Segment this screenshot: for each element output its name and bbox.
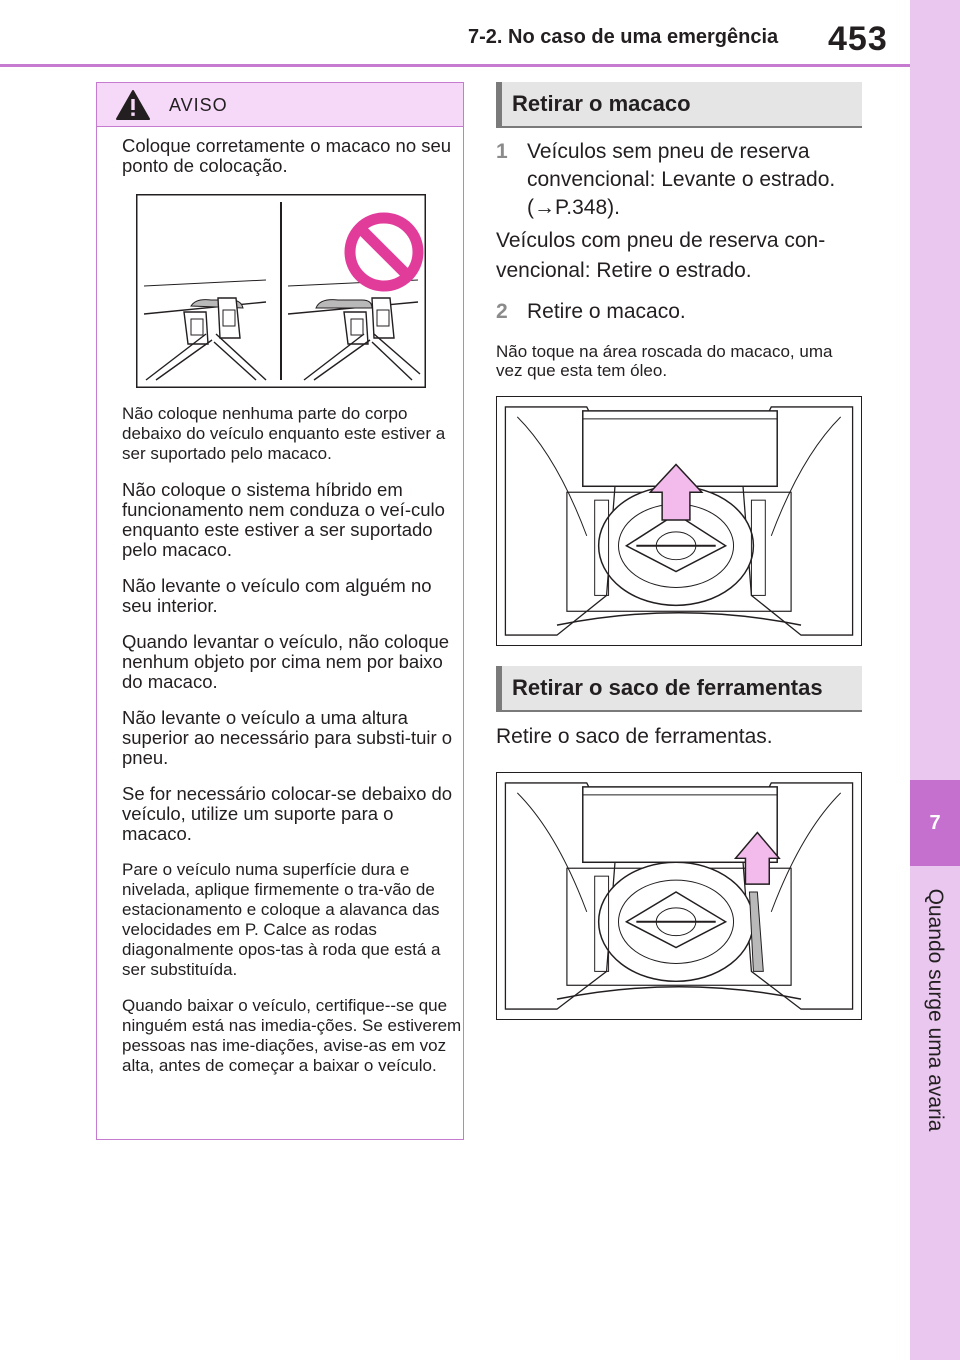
- warning-header: [97, 83, 463, 127]
- jack-removal-figure: [496, 396, 862, 646]
- warning-paragraph: Se for necessário colocar-se debaixo do veículo, utilize um suporte para o macaco.: [122, 783, 453, 844]
- page-number: 453: [828, 20, 888, 58]
- warning-triangle-icon: [115, 89, 151, 121]
- step-text: Retire o macaco.: [527, 300, 686, 323]
- warning-paragraph: Não levante o veículo a uma altura superior ao necessário para substi-tuir o pneu.: [122, 707, 453, 768]
- section-heading-jack: [496, 82, 862, 128]
- warning-paragraph: Pare o veículo numa superfície dura e nivelada, aplique firmemente o tra-vão de estacionamento e coloque a alavanca das velocidades em P. Calce as rodas diagonalmente opos-tas à roda que está a ser substituída.: [122, 860, 441, 979]
- step-number: 1: [496, 140, 508, 163]
- chapter-label: Quando surge uma avaria: [924, 888, 947, 1132]
- warning-body: [97, 136, 463, 1076]
- section-heading-bar: [496, 82, 502, 126]
- running-header: 7-2. No caso de uma emergência: [468, 26, 779, 48]
- header-rule: [0, 64, 910, 67]
- warning-paragraph: Coloque corretamente o macaco no seu ponto de colocação.: [122, 135, 452, 176]
- warning-title: AVISO: [169, 95, 228, 115]
- warning-paragraph: Não coloque nenhuma parte do corpo debaixo do veículo enquanto este estiver a ser suportado pelo macaco.: [122, 404, 446, 463]
- chapter-tab[interactable]: 7: [910, 780, 960, 866]
- warning-paragraph: Não levante o veículo com alguém no seu interior.: [122, 575, 432, 616]
- warning-paragraph: Quando levantar o veículo, não coloque nenhum objeto por cima nem por baixo do macaco.: [122, 631, 450, 692]
- step-text: Veículos sem pneu de reserva convencional: Levante o estrado. (→P.348).: [527, 140, 836, 219]
- warning-paragraph: Quando baixar o veículo, certifique--se que ninguém está nas imedia-ções. Se estiverem pessoas nas ime-diações, avise-as em voz alta, antes de começar a baixar o veículo.: [122, 996, 462, 1075]
- section-heading-tools-title: Retirar o saco de ferramentas: [512, 675, 823, 700]
- note-threaded-area: Não toque na área roscada do macaco, uma vez que esta tem óleo.: [496, 342, 833, 380]
- step-1: [496, 138, 862, 222]
- section-heading-tools: [496, 666, 862, 712]
- step-2: [496, 298, 862, 326]
- toolbag-removal-figure: [496, 772, 862, 1020]
- section-heading-jack-title: Retirar o macaco: [512, 91, 691, 116]
- paragraph-remove-toolbag: Retire o saco de ferramentas.: [496, 725, 773, 748]
- chapter-side-strip: [910, 0, 960, 1360]
- step-number: 2: [496, 300, 508, 323]
- jack-placement-figure: [136, 194, 426, 388]
- warning-box: [96, 82, 464, 1140]
- section-heading-bar: [496, 666, 502, 710]
- warning-paragraph: Não coloque o sistema híbrido em funcionamento nem conduza o veí-culo enquanto este estiver a ser suportado pelo macaco.: [122, 479, 445, 560]
- paragraph-conventional-spare: Veículos com pneu de reserva con-vencional: Retire o estrado.: [496, 229, 826, 282]
